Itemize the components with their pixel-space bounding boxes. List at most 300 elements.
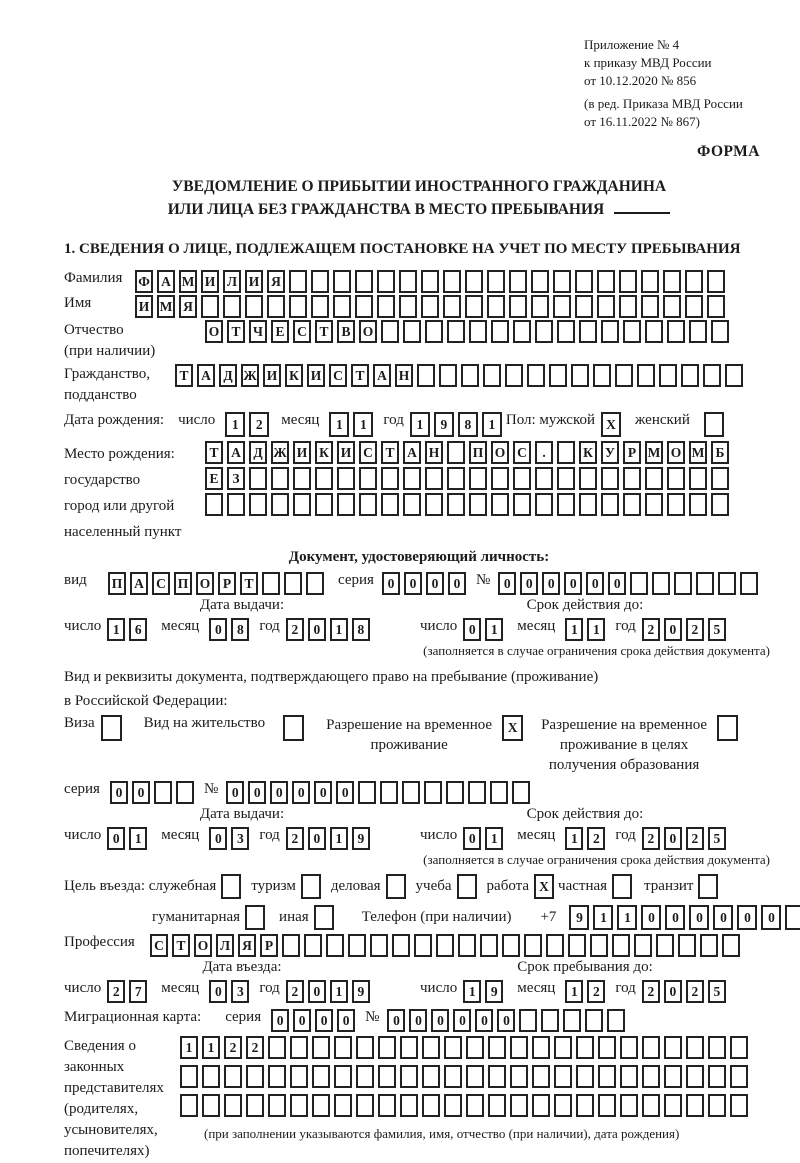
char-cell[interactable]: 0 [382, 572, 400, 595]
char-cell[interactable] [293, 467, 311, 490]
char-cell[interactable] [532, 1065, 550, 1088]
char-cell[interactable] [249, 467, 267, 490]
char-cell[interactable] [399, 270, 417, 293]
char-cell[interactable] [707, 295, 725, 318]
char-cell[interactable] [575, 295, 593, 318]
char-cell[interactable]: 2 [224, 1036, 242, 1059]
char-cell[interactable]: 0 [586, 572, 604, 595]
char-cell[interactable] [487, 270, 505, 293]
char-cell[interactable] [466, 1065, 484, 1088]
char-cell[interactable] [532, 1094, 550, 1117]
char-cell[interactable] [312, 1036, 330, 1059]
char-cell[interactable]: С [150, 934, 168, 957]
char-cell[interactable]: 0 [387, 1009, 405, 1032]
char-cell[interactable]: Л [216, 934, 234, 957]
char-cell[interactable]: 9 [485, 980, 503, 1003]
char-cell[interactable] [326, 934, 344, 957]
char-cell[interactable] [444, 1094, 462, 1117]
char-cell[interactable]: 2 [286, 827, 304, 850]
char-cell[interactable] [557, 467, 575, 490]
char-cell[interactable]: 0 [448, 572, 466, 595]
char-cell[interactable] [461, 364, 479, 387]
char-cell[interactable] [293, 493, 311, 516]
char-cell[interactable] [579, 493, 597, 516]
char-cell[interactable] [356, 1065, 374, 1088]
char-cell[interactable] [549, 364, 567, 387]
char-cell[interactable] [510, 1094, 528, 1117]
char-cell[interactable] [664, 1094, 682, 1117]
char-cell[interactable]: X [601, 412, 621, 437]
char-cell[interactable] [642, 1094, 660, 1117]
char-cell[interactable]: А [373, 364, 391, 387]
char-cell[interactable]: А [157, 270, 175, 293]
char-cell[interactable] [377, 295, 395, 318]
char-cell[interactable]: 0 [564, 572, 582, 595]
char-cell[interactable]: 0 [107, 827, 125, 850]
char-cell[interactable]: А [227, 441, 245, 464]
char-cell[interactable]: Т [175, 364, 193, 387]
char-cell[interactable]: 0 [426, 572, 444, 595]
char-cell[interactable] [245, 295, 263, 318]
char-cell[interactable]: 8 [231, 618, 249, 641]
char-cell[interactable]: 2 [642, 618, 660, 641]
char-cell[interactable]: 0 [293, 1009, 311, 1032]
char-cell[interactable] [730, 1065, 748, 1088]
char-cell[interactable] [557, 493, 575, 516]
char-cell[interactable] [620, 1036, 638, 1059]
char-cell[interactable]: С [513, 441, 531, 464]
char-cell[interactable]: Т [227, 320, 245, 343]
char-cell[interactable]: А [403, 441, 421, 464]
char-cell[interactable] [708, 1036, 726, 1059]
char-cell[interactable] [601, 467, 619, 490]
char-cell[interactable] [403, 467, 421, 490]
char-cell[interactable]: 9 [352, 980, 370, 1003]
char-cell[interactable]: З [227, 467, 245, 490]
char-cell[interactable] [289, 270, 307, 293]
char-cell[interactable] [488, 1094, 506, 1117]
char-cell[interactable] [546, 934, 564, 957]
char-cell[interactable]: М [157, 295, 175, 318]
char-cell[interactable]: 2 [686, 980, 704, 1003]
char-cell[interactable] [403, 320, 421, 343]
char-cell[interactable] [708, 1094, 726, 1117]
char-cell[interactable] [645, 493, 663, 516]
char-cell[interactable] [740, 572, 758, 595]
char-cell[interactable]: 0 [110, 781, 128, 804]
char-cell[interactable] [718, 572, 736, 595]
char-cell[interactable]: 6 [129, 618, 147, 641]
char-cell[interactable]: 0 [226, 781, 244, 804]
char-cell[interactable] [381, 320, 399, 343]
char-cell[interactable] [447, 467, 465, 490]
char-cell[interactable] [284, 572, 302, 595]
char-cell[interactable]: О [491, 441, 509, 464]
char-cell[interactable] [730, 1036, 748, 1059]
char-cell[interactable] [221, 874, 241, 899]
char-cell[interactable] [312, 1094, 330, 1117]
char-cell[interactable] [554, 1036, 572, 1059]
char-cell[interactable] [641, 295, 659, 318]
char-cell[interactable] [469, 493, 487, 516]
char-cell[interactable] [289, 295, 307, 318]
char-cell[interactable] [656, 934, 674, 957]
char-cell[interactable] [422, 1065, 440, 1088]
char-cell[interactable]: К [579, 441, 597, 464]
char-cell[interactable] [334, 1036, 352, 1059]
char-cell[interactable]: 1 [225, 412, 245, 437]
char-cell[interactable] [359, 467, 377, 490]
char-cell[interactable] [446, 781, 464, 804]
char-cell[interactable] [457, 874, 477, 899]
char-cell[interactable]: Т [240, 572, 258, 595]
char-cell[interactable] [612, 874, 632, 899]
char-cell[interactable]: 1 [330, 980, 348, 1003]
char-cell[interactable]: 2 [249, 412, 269, 437]
char-cell[interactable]: 2 [642, 827, 660, 850]
char-cell[interactable] [663, 270, 681, 293]
char-cell[interactable] [443, 295, 461, 318]
char-cell[interactable] [315, 493, 333, 516]
char-cell[interactable] [664, 1036, 682, 1059]
char-cell[interactable] [355, 295, 373, 318]
char-cell[interactable] [703, 364, 721, 387]
char-cell[interactable] [392, 934, 410, 957]
char-cell[interactable] [711, 467, 729, 490]
char-cell[interactable]: 0 [308, 618, 326, 641]
char-cell[interactable]: 1 [107, 618, 125, 641]
char-cell[interactable] [180, 1065, 198, 1088]
char-cell[interactable]: И [307, 364, 325, 387]
char-cell[interactable]: О [196, 572, 214, 595]
char-cell[interactable]: Т [205, 441, 223, 464]
char-cell[interactable] [491, 493, 509, 516]
char-cell[interactable] [722, 934, 740, 957]
char-cell[interactable] [262, 572, 280, 595]
char-cell[interactable] [532, 1036, 550, 1059]
char-cell[interactable]: 1 [330, 618, 348, 641]
char-cell[interactable]: 0 [664, 827, 682, 850]
char-cell[interactable] [725, 364, 743, 387]
char-cell[interactable]: Р [218, 572, 236, 595]
char-cell[interactable]: 1 [593, 905, 613, 930]
char-cell[interactable] [488, 1065, 506, 1088]
char-cell[interactable] [686, 1036, 704, 1059]
char-cell[interactable] [282, 934, 300, 957]
char-cell[interactable]: 0 [641, 905, 661, 930]
char-cell[interactable] [425, 320, 443, 343]
char-cell[interactable]: М [689, 441, 707, 464]
char-cell[interactable]: Т [315, 320, 333, 343]
char-cell[interactable] [491, 320, 509, 343]
char-cell[interactable]: 0 [248, 781, 266, 804]
char-cell[interactable]: Л [223, 270, 241, 293]
char-cell[interactable]: 0 [520, 572, 538, 595]
char-cell[interactable]: 5 [708, 827, 726, 850]
char-cell[interactable]: 0 [761, 905, 781, 930]
char-cell[interactable]: 5 [708, 618, 726, 641]
char-cell[interactable] [359, 493, 377, 516]
char-cell[interactable] [246, 1094, 264, 1117]
char-cell[interactable] [314, 905, 334, 930]
char-cell[interactable] [689, 493, 707, 516]
char-cell[interactable] [290, 1094, 308, 1117]
char-cell[interactable] [422, 1094, 440, 1117]
char-cell[interactable] [444, 1065, 462, 1088]
char-cell[interactable]: 0 [271, 1009, 289, 1032]
char-cell[interactable] [571, 364, 589, 387]
char-cell[interactable] [598, 1094, 616, 1117]
char-cell[interactable] [223, 295, 241, 318]
char-cell[interactable] [487, 295, 505, 318]
char-cell[interactable] [469, 467, 487, 490]
char-cell[interactable] [424, 781, 442, 804]
char-cell[interactable] [704, 412, 724, 437]
char-cell[interactable] [667, 467, 685, 490]
char-cell[interactable] [417, 364, 435, 387]
char-cell[interactable] [421, 295, 439, 318]
char-cell[interactable] [513, 320, 531, 343]
char-cell[interactable]: 0 [308, 827, 326, 850]
char-cell[interactable] [634, 934, 652, 957]
char-cell[interactable]: Н [425, 441, 443, 464]
char-cell[interactable] [597, 295, 615, 318]
char-cell[interactable] [502, 934, 520, 957]
char-cell[interactable]: 0 [336, 781, 354, 804]
char-cell[interactable] [356, 1036, 374, 1059]
char-cell[interactable] [575, 270, 593, 293]
char-cell[interactable] [535, 467, 553, 490]
char-cell[interactable] [630, 572, 648, 595]
char-cell[interactable] [597, 270, 615, 293]
char-cell[interactable]: 7 [129, 980, 147, 1003]
char-cell[interactable]: И [337, 441, 355, 464]
char-cell[interactable]: П [108, 572, 126, 595]
char-cell[interactable] [176, 781, 194, 804]
char-cell[interactable] [447, 441, 465, 464]
char-cell[interactable] [585, 1009, 603, 1032]
char-cell[interactable] [268, 1094, 286, 1117]
char-cell[interactable] [201, 295, 219, 318]
char-cell[interactable] [593, 364, 611, 387]
char-cell[interactable] [466, 1036, 484, 1059]
char-cell[interactable]: 2 [107, 980, 125, 1003]
char-cell[interactable] [557, 320, 575, 343]
char-cell[interactable] [334, 1065, 352, 1088]
char-cell[interactable]: Б [711, 441, 729, 464]
char-cell[interactable]: X [502, 715, 523, 741]
char-cell[interactable] [465, 295, 483, 318]
char-cell[interactable] [663, 295, 681, 318]
char-cell[interactable]: О [194, 934, 212, 957]
char-cell[interactable]: 0 [270, 781, 288, 804]
char-cell[interactable] [447, 320, 465, 343]
char-cell[interactable] [402, 781, 420, 804]
char-cell[interactable] [513, 467, 531, 490]
char-cell[interactable]: О [205, 320, 223, 343]
char-cell[interactable]: 9 [352, 827, 370, 850]
char-cell[interactable] [358, 781, 376, 804]
char-cell[interactable]: С [329, 364, 347, 387]
char-cell[interactable]: И [201, 270, 219, 293]
char-cell[interactable] [378, 1094, 396, 1117]
char-cell[interactable] [377, 270, 395, 293]
char-cell[interactable]: Т [172, 934, 190, 957]
char-cell[interactable] [381, 467, 399, 490]
char-cell[interactable] [271, 467, 289, 490]
char-cell[interactable] [590, 934, 608, 957]
char-cell[interactable] [311, 295, 329, 318]
char-cell[interactable] [205, 493, 223, 516]
char-cell[interactable] [623, 467, 641, 490]
char-cell[interactable] [615, 364, 633, 387]
char-cell[interactable]: 1 [565, 827, 583, 850]
char-cell[interactable] [400, 1065, 418, 1088]
char-cell[interactable]: 1 [587, 618, 605, 641]
char-cell[interactable] [439, 364, 457, 387]
char-cell[interactable]: 0 [292, 781, 310, 804]
char-cell[interactable] [337, 493, 355, 516]
char-cell[interactable]: 1 [463, 980, 481, 1003]
char-cell[interactable]: 0 [689, 905, 709, 930]
char-cell[interactable] [458, 934, 476, 957]
char-cell[interactable] [447, 493, 465, 516]
char-cell[interactable]: 0 [498, 572, 516, 595]
char-cell[interactable] [535, 320, 553, 343]
char-cell[interactable] [227, 493, 245, 516]
char-cell[interactable]: 8 [352, 618, 370, 641]
char-cell[interactable]: 0 [463, 618, 481, 641]
char-cell[interactable]: Е [271, 320, 289, 343]
char-cell[interactable]: И [245, 270, 263, 293]
char-cell[interactable]: 0 [209, 827, 227, 850]
char-cell[interactable]: И [135, 295, 153, 318]
char-cell[interactable] [645, 320, 663, 343]
char-cell[interactable] [301, 874, 321, 899]
char-cell[interactable] [509, 295, 527, 318]
char-cell[interactable]: 1 [565, 618, 583, 641]
char-cell[interactable] [400, 1036, 418, 1059]
char-cell[interactable]: К [285, 364, 303, 387]
char-cell[interactable] [598, 1065, 616, 1088]
char-cell[interactable]: 0 [404, 572, 422, 595]
char-cell[interactable] [469, 320, 487, 343]
char-cell[interactable]: 0 [308, 980, 326, 1003]
char-cell[interactable] [681, 364, 699, 387]
char-cell[interactable] [290, 1036, 308, 1059]
char-cell[interactable] [510, 1065, 528, 1088]
char-cell[interactable] [541, 1009, 559, 1032]
char-cell[interactable] [579, 467, 597, 490]
char-cell[interactable] [488, 1036, 506, 1059]
char-cell[interactable] [268, 1065, 286, 1088]
char-cell[interactable] [283, 715, 304, 741]
char-cell[interactable]: 2 [587, 980, 605, 1003]
char-cell[interactable] [620, 1094, 638, 1117]
char-cell[interactable]: 2 [686, 618, 704, 641]
char-cell[interactable]: 0 [475, 1009, 493, 1032]
char-cell[interactable] [612, 934, 630, 957]
char-cell[interactable] [576, 1065, 594, 1088]
char-cell[interactable]: Р [623, 441, 641, 464]
char-cell[interactable]: 1 [330, 827, 348, 850]
char-cell[interactable] [268, 1036, 286, 1059]
char-cell[interactable] [355, 270, 373, 293]
char-cell[interactable] [245, 905, 265, 930]
char-cell[interactable] [689, 467, 707, 490]
char-cell[interactable] [348, 934, 366, 957]
char-cell[interactable] [224, 1065, 242, 1088]
char-cell[interactable] [711, 493, 729, 516]
char-cell[interactable] [637, 364, 655, 387]
char-cell[interactable] [568, 934, 586, 957]
char-cell[interactable] [509, 270, 527, 293]
char-cell[interactable]: 0 [209, 980, 227, 1003]
char-cell[interactable] [519, 1009, 537, 1032]
char-cell[interactable] [686, 1094, 704, 1117]
char-cell[interactable] [685, 270, 703, 293]
char-cell[interactable] [306, 572, 324, 595]
char-cell[interactable] [696, 572, 714, 595]
char-cell[interactable] [480, 934, 498, 957]
char-cell[interactable] [664, 1065, 682, 1088]
char-cell[interactable] [576, 1036, 594, 1059]
char-cell[interactable]: П [469, 441, 487, 464]
char-cell[interactable]: 1 [617, 905, 637, 930]
char-cell[interactable] [579, 320, 597, 343]
char-cell[interactable]: Ж [241, 364, 259, 387]
char-cell[interactable] [386, 874, 406, 899]
char-cell[interactable] [443, 270, 461, 293]
char-cell[interactable] [553, 295, 571, 318]
char-cell[interactable] [619, 295, 637, 318]
char-cell[interactable] [730, 1094, 748, 1117]
char-cell[interactable] [652, 572, 670, 595]
char-cell[interactable]: 0 [337, 1009, 355, 1032]
char-cell[interactable] [711, 320, 729, 343]
char-cell[interactable] [678, 934, 696, 957]
char-cell[interactable]: 1 [329, 412, 349, 437]
char-cell[interactable] [267, 295, 285, 318]
char-cell[interactable]: А [130, 572, 148, 595]
char-cell[interactable]: 0 [737, 905, 757, 930]
char-cell[interactable]: 0 [664, 980, 682, 1003]
char-cell[interactable] [246, 1065, 264, 1088]
char-cell[interactable] [641, 270, 659, 293]
char-cell[interactable] [370, 934, 388, 957]
char-cell[interactable]: С [152, 572, 170, 595]
char-cell[interactable] [601, 320, 619, 343]
char-cell[interactable]: Р [260, 934, 278, 957]
char-cell[interactable]: 1 [485, 827, 503, 850]
char-cell[interactable] [512, 781, 530, 804]
char-cell[interactable]: 9 [569, 905, 589, 930]
char-cell[interactable]: Т [381, 441, 399, 464]
char-cell[interactable]: 0 [409, 1009, 427, 1032]
char-cell[interactable] [674, 572, 692, 595]
char-cell[interactable]: 0 [315, 1009, 333, 1032]
char-cell[interactable] [425, 467, 443, 490]
char-cell[interactable] [524, 934, 542, 957]
char-cell[interactable]: 8 [458, 412, 478, 437]
char-cell[interactable] [312, 1065, 330, 1088]
char-cell[interactable]: О [359, 320, 377, 343]
char-cell[interactable]: Д [219, 364, 237, 387]
char-cell[interactable]: 0 [453, 1009, 471, 1032]
char-cell[interactable] [337, 467, 355, 490]
char-cell[interactable]: 0 [713, 905, 733, 930]
char-cell[interactable]: И [263, 364, 281, 387]
